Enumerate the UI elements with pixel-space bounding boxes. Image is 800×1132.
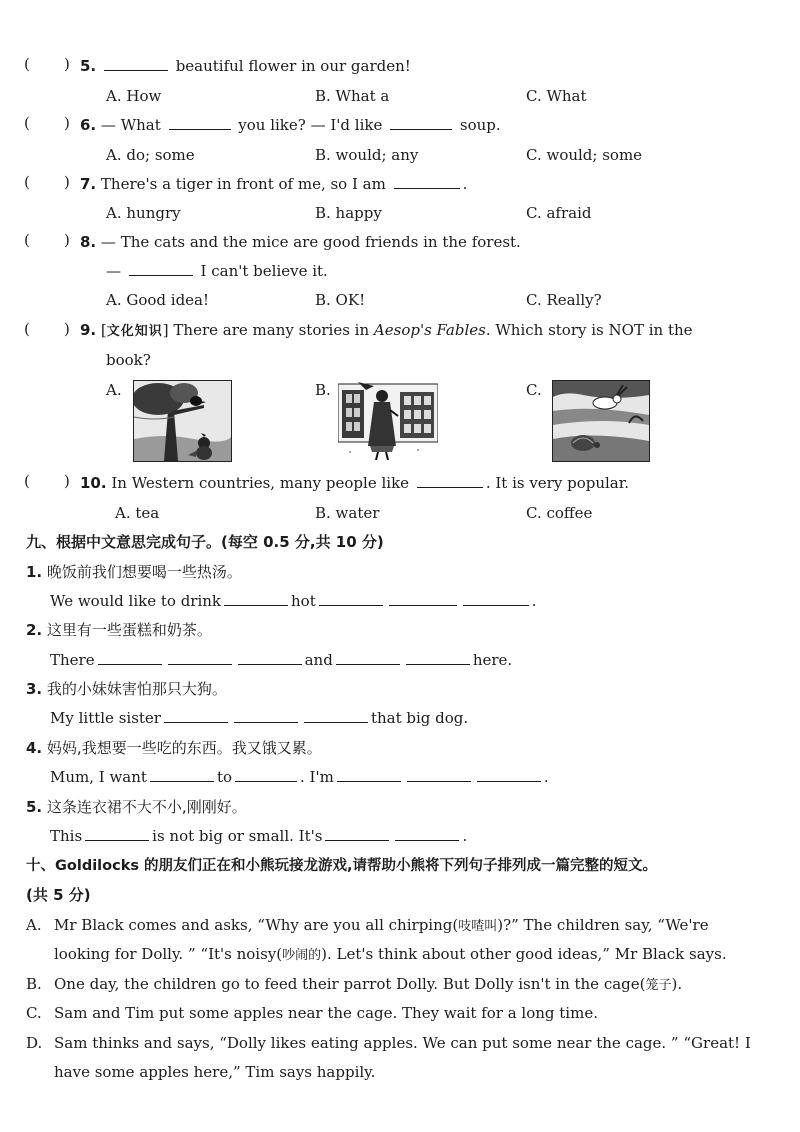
turtle-and-rabbit-image[interactable]	[552, 380, 650, 462]
s9-item-2-en: There and here.	[50, 651, 513, 669]
option-c: C. Really?	[526, 291, 602, 309]
option-a: A. Good idea!	[106, 291, 210, 309]
answer-blank[interactable]	[407, 767, 471, 782]
s9-item-4-cn: 4. 妈妈,我想要一些吃的东西。我又饿又累。	[26, 739, 322, 757]
answer-blank[interactable]	[129, 261, 193, 276]
answer-blank[interactable]	[406, 650, 470, 665]
answer-blank[interactable]	[463, 591, 529, 606]
s9-item-5-en: This is not big or small. It's .	[50, 827, 468, 845]
question-number: 9.	[80, 321, 97, 339]
option-c: C. What	[526, 87, 587, 105]
option-b: B. water	[315, 504, 380, 522]
sentence-a: A. Mr Black comes and asks, “Why are you all chirping(吱喳叫)?” The children say, “We're	[26, 916, 709, 934]
option-a: A. hungry	[106, 204, 181, 222]
question-number: 10.	[80, 474, 107, 492]
option-b: B.	[315, 381, 331, 399]
answer-blank[interactable]	[104, 56, 168, 71]
option-c: C. afraid	[526, 204, 592, 222]
sentence-d-line2: have some apples here,” Tim says happily.	[54, 1063, 376, 1081]
crow-and-fox-image[interactable]	[133, 380, 232, 462]
question-7: 7. There's a tiger in front of me, so I am .	[80, 175, 468, 193]
section-9-title: 九、根据中文意思完成句子。(每空 0.5 分,共 10 分)	[26, 533, 384, 551]
question-number: 6.	[80, 116, 97, 134]
answer-blank[interactable]	[389, 591, 457, 606]
option-c: C.	[526, 381, 542, 399]
culture-tag: 文化知识	[106, 324, 163, 339]
answer-blank[interactable]	[304, 708, 368, 723]
question-8: 8. — The cats and the mice are good friends in the forest.	[80, 233, 521, 251]
answer-blank[interactable]	[234, 708, 298, 723]
section-10-score: (共 5 分)	[26, 886, 91, 904]
section-10-title: 十、Goldilocks 的朋友们正在和小熊玩接龙游戏,请帮助小熊将下列句子排列成一篇完整的短文。	[26, 858, 658, 874]
question-number: 8.	[80, 233, 97, 251]
answer-blank[interactable]	[224, 591, 288, 606]
question-8-line2: — I can't believe it.	[106, 262, 328, 280]
option-a: A.	[106, 381, 122, 399]
answer-blank[interactable]	[417, 473, 483, 488]
option-a: A. tea	[115, 504, 160, 522]
option-c: C. coffee	[526, 504, 593, 522]
option-a: A. do; some	[106, 146, 195, 164]
answer-blank[interactable]	[477, 767, 541, 782]
answer-blank[interactable]	[319, 591, 383, 606]
question-number: 5.	[80, 57, 97, 75]
sentence-a-line2: looking for Dolly. ” “It's noisy(吵闹的). Let's think about other good ideas,” Mr Black says.	[54, 945, 727, 963]
question-number: 7.	[80, 175, 97, 193]
question-10: 10. In Western countries, many people like . It is very popular.	[80, 474, 630, 492]
s9-item-3-cn: 3. 我的小妹妹害怕那只大狗。	[26, 680, 227, 698]
answer-blank[interactable]	[390, 115, 452, 130]
sentence-c: C. Sam and Tim put some apples near the cage. They wait for a long time.	[26, 1004, 598, 1022]
s9-item-2-cn: 2. 这里有一些蛋糕和奶茶。	[26, 621, 212, 639]
match-girl-image[interactable]	[338, 380, 438, 460]
s9-item-4-en: Mum, I want to . I'm .	[50, 768, 549, 786]
s9-item-5-cn: 5. 这条连衣裙不大不小,刚刚好。	[26, 798, 247, 816]
answer-blank[interactable]	[150, 767, 214, 782]
option-a: A. How	[106, 87, 162, 105]
option-b: B. OK!	[315, 291, 366, 309]
sentence-d: D. Sam thinks and says, “Dolly likes eating apples. We can put some near the cage. ” “Great! I	[26, 1034, 751, 1052]
option-b: B. What a	[315, 87, 390, 105]
answer-blank[interactable]	[337, 767, 401, 782]
question-9-line2: book?	[106, 351, 151, 369]
answer-blank[interactable]	[325, 826, 389, 841]
option-c: C. would; some	[526, 146, 643, 164]
answer-blank[interactable]	[336, 650, 400, 665]
option-b: B. happy	[315, 204, 382, 222]
answer-blank[interactable]	[168, 650, 232, 665]
question-5: 5. beautiful flower in our garden!	[80, 57, 411, 75]
s9-item-1-cn: 1. 晚饭前我们想要喝一些热汤。	[26, 563, 242, 581]
answer-blank[interactable]	[169, 115, 231, 130]
answer-blank[interactable]	[98, 650, 162, 665]
answer-blank[interactable]	[238, 650, 302, 665]
answer-blank[interactable]	[395, 826, 459, 841]
answer-blank[interactable]	[235, 767, 297, 782]
answer-blank[interactable]	[85, 826, 149, 841]
s9-item-1-en: We would like to drink hot .	[50, 592, 537, 610]
question-6: 6. — What you like? — I'd like soup.	[80, 116, 501, 134]
book-title: Aesop's Fables	[373, 321, 486, 339]
option-b: B. would; any	[315, 146, 419, 164]
s9-item-3-en: My little sister that big dog.	[50, 709, 469, 727]
sentence-b: B. One day, the children go to feed their parrot Dolly. But Dolly isn't in the cage(笼子).	[26, 975, 683, 993]
question-9: 9. [文化知识] There are many stories in Aesop's Fables. Which story is NOT in the	[80, 321, 693, 339]
answer-blank[interactable]	[394, 174, 460, 189]
answer-blank[interactable]	[164, 708, 228, 723]
